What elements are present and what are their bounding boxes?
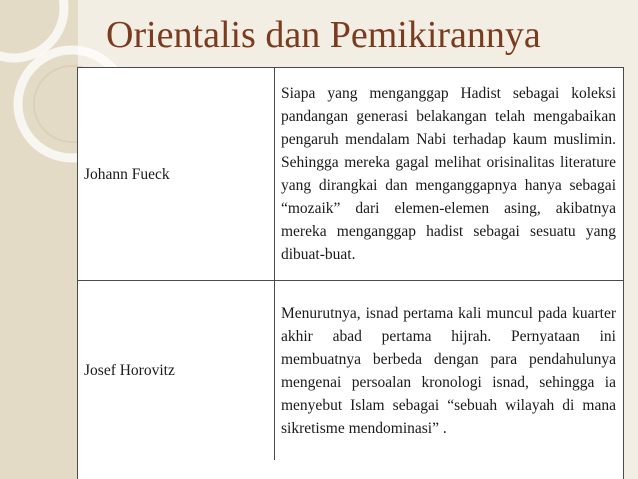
orientalists-table xyxy=(77,67,624,479)
orientalist-name: Johann Fueck xyxy=(78,68,275,281)
orientalist-view: Siapa yang menganggap Hadist sebagai koleksi pandangan generasi belakangan telah mengabaikan pengaruh mendalam Nabi terhadap kaum muslimin. Sehingga mereka gagal melihat orisinalitas literature yang dirangkai dan menganggapnya hanya sebagai “mozaik” dari elemen-elemen asing, akibatnya mereka menganggap hadist sebagai sesuatu yang dibuat-buat. xyxy=(275,68,624,281)
table-row xyxy=(78,281,623,461)
orientalist-view: Menurutnya, isnad pertama kali muncul pada kuarter akhir abad pertama hijrah. Pernyataan ini membuatnya berbeda dengan para pendahulunya mengenai persoalan kronologi isnad, sehingga ia menyebut Islam sebagai “sebuah wilayah di mana sikretisme mendominasi” . xyxy=(275,281,624,461)
slide-title: Orientalis dan Pemikirannya xyxy=(106,14,541,56)
table-row xyxy=(78,68,623,281)
orientalist-name: Josef Horovitz xyxy=(78,281,275,461)
content-table xyxy=(78,68,623,460)
